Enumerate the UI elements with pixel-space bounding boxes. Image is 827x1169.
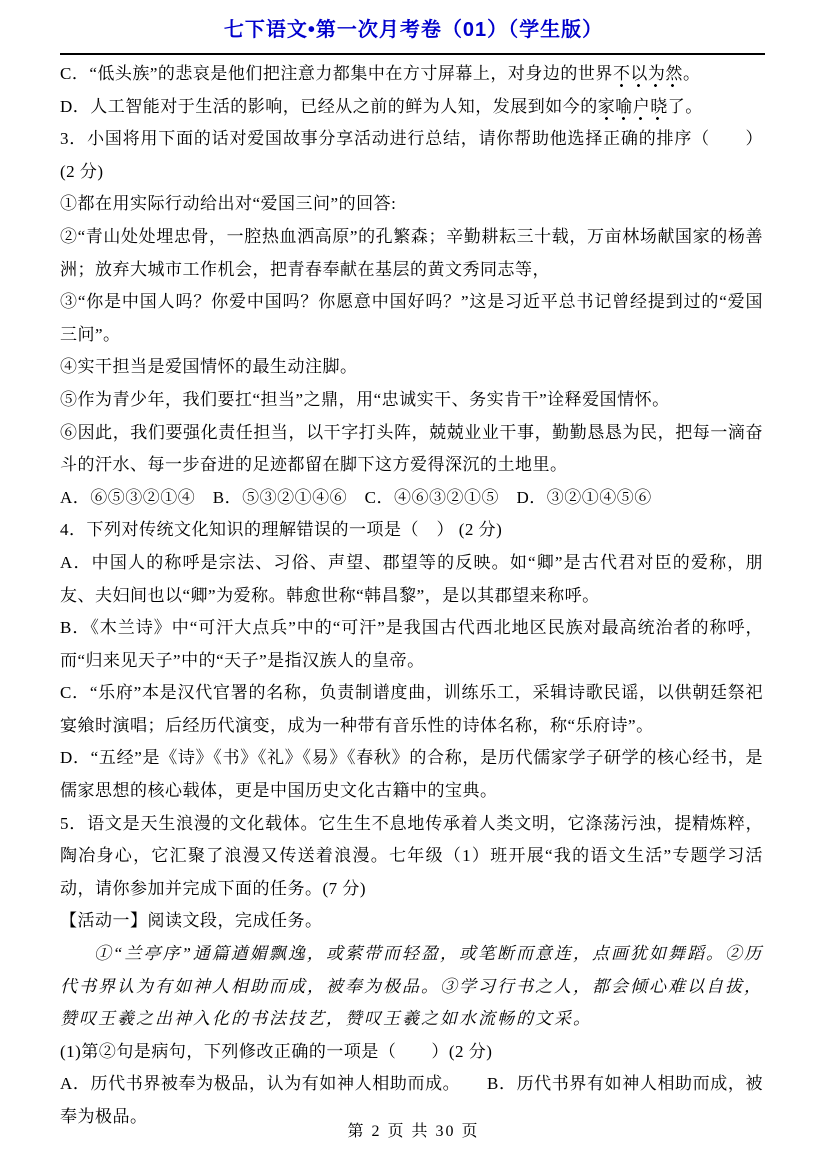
question-3-sentence-5: ⑤作为青少年，我们要扛“担当”之鼎，用“忠诚实干、务实肯干”诠释爱国情怀。: [60, 389, 670, 409]
question-5-sub-1-stem: (1)第②句是病句，下列修改正确的一项是（ ）(2 分): [60, 1041, 493, 1061]
activity-1-heading: 【活动一】阅读文段，完成任务。: [60, 911, 323, 931]
page-header: [0, 0, 827, 55]
option-d-line: [60, 91, 763, 124]
option-d-text: D．人工智能对于生活的影响，已经从之前的鲜为人知，发展到如今的: [60, 96, 598, 116]
question-3-sentence-4: ④实干担当是爱国情怀的最生动注脚。: [60, 357, 358, 377]
option-c-emphasized-word: 不以为然: [613, 64, 683, 88]
option-c-period: 。: [682, 64, 701, 83]
option-c-line: [60, 58, 763, 91]
question-5-stem: 5．语文是天生浪漫的文化载体。它生生不息地传承着人类文明，它涤荡污浊，提精炼粹，陶冶身心，它汇聚了浪漫又传送着浪漫。七年级（1）班开展“我的语文生活”专题学习活动，请你参加并完成下面的任务。(7 分): [60, 813, 763, 898]
option-c-text: C．“低头族”的悲哀是他们把注意力都集中在方寸屏幕上，对身边的世界: [60, 64, 613, 83]
question-4-choice-a: A．中国人的称呼是宗法、习俗、声望、郡望等的反映。如“卿”是古代君对臣的爱称，朋友、夫妇间也以“卿”为爱称。韩愈世称“韩昌黎”，是以其郡望来称呼。: [60, 552, 763, 605]
option-d-suffix: 了。: [667, 96, 703, 116]
page-title: 七下语文•第一次月考卷（01）（学生版）: [223, 19, 604, 41]
question-4-choice-d: D．“五经”是《诗》《书》《礼》《易》《春秋》的合称，是历代儒家学子研学的核心经书，是儒家思想的核心载体，更是中国历史文化古籍中的宝典。: [60, 748, 763, 801]
question-3-sentence-2: ②“青山处处埋忠骨，一腔热血洒高原”的孔繁森；辛勤耕耘三十载，万亩林场献国家的杨善洲；放弃大城市工作机会，把青春奉献在基层的黄文秀同志等，: [60, 226, 763, 279]
question-3-choices: A．⑥⑤③②①④ B．⑤③②①④⑥ C．④⑥③②①⑤ D．③②①④⑤⑥: [60, 487, 652, 507]
question-4-choice-b: B．《木兰诗》中“可汗大点兵”中的“可汗”是我国古代西北地区民族对最高统治者的称呼，而“归来见天子”中的“天子”是指汉族人的皇帝。: [60, 618, 763, 670]
option-d-emphasized-word: 家喻户晓: [598, 97, 668, 121]
question-3-stem: 3．小国将用下面的话对爱国故事分享活动进行总结，请你帮助他选择正确的排序（ ）(2 分): [60, 129, 763, 181]
question-3-sentence-6: ⑥因此，我们要强化责任担当，以干字打头阵，兢兢业业干事，勤勤恳恳为民，把每一滴奋斗的汗水、每一步奋进的足迹都留在脚下这方爱得深沉的土地里。: [60, 422, 763, 475]
question-3-sentence-1: ①都在用实际行动给出对“爱国三问”的回答:: [60, 194, 397, 214]
question-4-choice-c: C．“乐府”本是汉代官署的名称，负责制谱度曲，训练乐工，采辑诗歌民谣，以供朝廷祭祀宴飨时演唱；后经历代演变，成为一种带有音乐性的诗体名称，称“乐府诗”。: [60, 683, 763, 735]
question-3-sentence-3: ③“你是中国人吗？你爱中国吗？你愿意中国好吗？”这是习近平总书记曾经提到过的“爱国三问”。: [60, 292, 763, 344]
page-content: [0, 55, 827, 1134]
question-4-stem: 4．下列对传统文化知识的理解错误的一项是（ ） (2 分): [60, 520, 503, 540]
reading-passage: ①“兰亭序”通篇遒媚飘逸，或萦带而轻盈，或笔断而意连，点画犹如舞蹈。②历代书界认为有如神人相助而成，被奉为极品。③学习行书之人，都会倾心难以自拔，赞叹王羲之出神入化的书法技艺，赞叹王羲之如水流畅的文采。: [60, 944, 763, 1029]
question-5-sub-1-choices: A．历代书界被奉为极品，认为有如神人相助而成。 B．历代书界有如神人相助而成，被奉为极品。: [60, 1074, 763, 1126]
footer-page-number: 第 2 页 共 30 页: [347, 1123, 480, 1140]
